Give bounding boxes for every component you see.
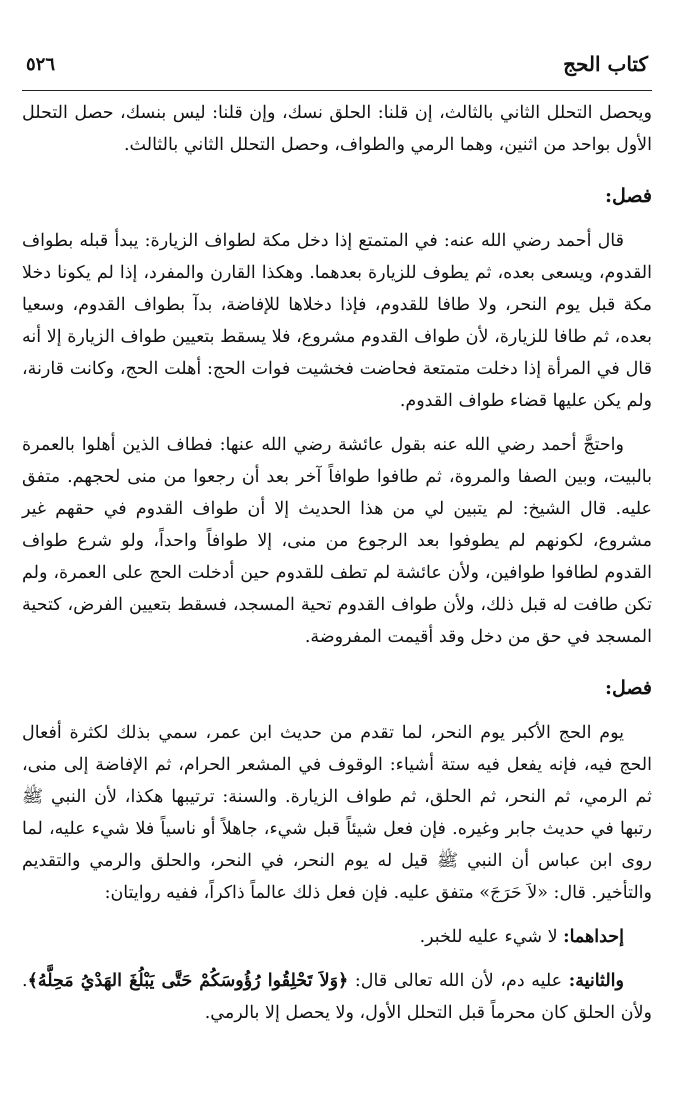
header-rule [22, 90, 652, 91]
paragraph-3: واحتجَّ أحمد رضي الله عنه بقول عائشة رضي الله عنها: فطاف الذين أهلوا بالعمرة بالبيت، وبين الصفا والمروة، ثم طافوا طوافاً آخر بعد أن رجعوا من منى لحجهم. متفق عليه. قال الشيخ: لم يتبين لي من هذا الحديث إلا أن طواف القدوم في حقهم غير مشروع، لكونهم لم يطوفوا بعد الرجوع من منى، إلا طوافاً واحداً، ولو شرع طواف القدوم لطافوا طوافين، ولأن عائشة لم تطف للقدوم حين أدخلت الحج على العمرة، ولم تكن طافت له قبل ذلك، ولأن طواف القدوم تحية المسجد، فسقط بتعيين الفرض، كتحية المسجد في حق من دخل وقد أقيمت المفروضة. [22, 435, 652, 647]
quran-verse: ﴿وَلاَ تَحْلِقُوا رُؤُوسَكُمْ حَتَّى يَبْلُغَ الهَدْيُ مَحِلَّهُ﴾ [27, 971, 349, 991]
riwaya-2-label: والثانية: [568, 971, 624, 991]
section-heading-2: فصل: [605, 677, 652, 699]
page-number: ٥٢٦ [26, 54, 56, 75]
document-page [22, 48, 652, 1029]
book-title: كتاب الحج [563, 52, 648, 76]
riwaya-2 [22, 965, 652, 1029]
riwaya-1-label: إحداهما: [563, 927, 624, 947]
section-heading-1: فصل: [605, 185, 652, 207]
riwaya-2-text-after: . ولأن الحلق كان محرماً قبل التحلل الأول، ولا يحصل إلا بالرمي. [22, 971, 652, 1023]
paragraph-4: يوم الحج الأكبر يوم النحر، لما تقدم من حديث ابن عمر، سمي بذلك لكثرة أفعال الحج فيه، فإنه يفعل فيه ستة أشياء: الوقوف في المشعر الحرام، ثم الإفاضة إلى منى، ثم الرمي، ثم النحر، ثم الحلق، ثم طواف الزيارة. والسنة: ترتيبها هكذا، لأن النبي ﷺ رتبها في حديث جابر وغيره. فإن فعل شيئاً قبل شيء، جاهلاً أو ناسياً فلا شيء عليه، لما روى ابن عباس أن النبي ﷺ قيل له يوم النحر، في النحر، والحلق والرمي والتقديم والتأخير. قال: «لاَ حَرَجَ» متفق عليه. فإن فعل ذلك عالماً ذاكراً، ففيه روايتان: [22, 723, 652, 903]
page-header [22, 48, 652, 82]
riwaya-1 [22, 921, 652, 953]
paragraph-2: قال أحمد رضي الله عنه: في المتمتع إذا دخل مكة لطواف الزيارة: يبدأ قبله بطواف القدوم، ويسعى بعده، ثم يطوف للزيارة بعدهما. وهكذا القارن والمفرد، إذا لم يكونا دخلا مكة قبل يوم النحر، ولا طافا للقدوم، فإذا دخلاها للإفاضة، بدآ بطواف القدوم، وسعيا بعده، ثم طافا للزيارة، لأن طواف القدوم مشروع، فلا يسقط بتعيين طواف الزيارة إلا أنه قال في المرأة إذا دخلت متمتعة فحاضت فخشيت فوات الحج: أهلت الحج، وكانت قارنة، ولم يكن عليها قضاء طواف القدوم. [22, 231, 652, 411]
riwaya-1-text: لا شيء عليه للخبر. [419, 927, 564, 947]
body-text [22, 97, 652, 1029]
paragraph-1: ويحصل التحلل الثاني بالثالث، إن قلنا: الحلق نسك، وإن قلنا: ليس بنسك، حصل التحلل الأول بواحد من اثنين، وهما الرمي والطواف، وحصل التحلل الثاني بالثالث. [22, 103, 652, 155]
riwaya-2-text-before: عليه دم، لأن الله تعالى قال: [348, 971, 569, 991]
